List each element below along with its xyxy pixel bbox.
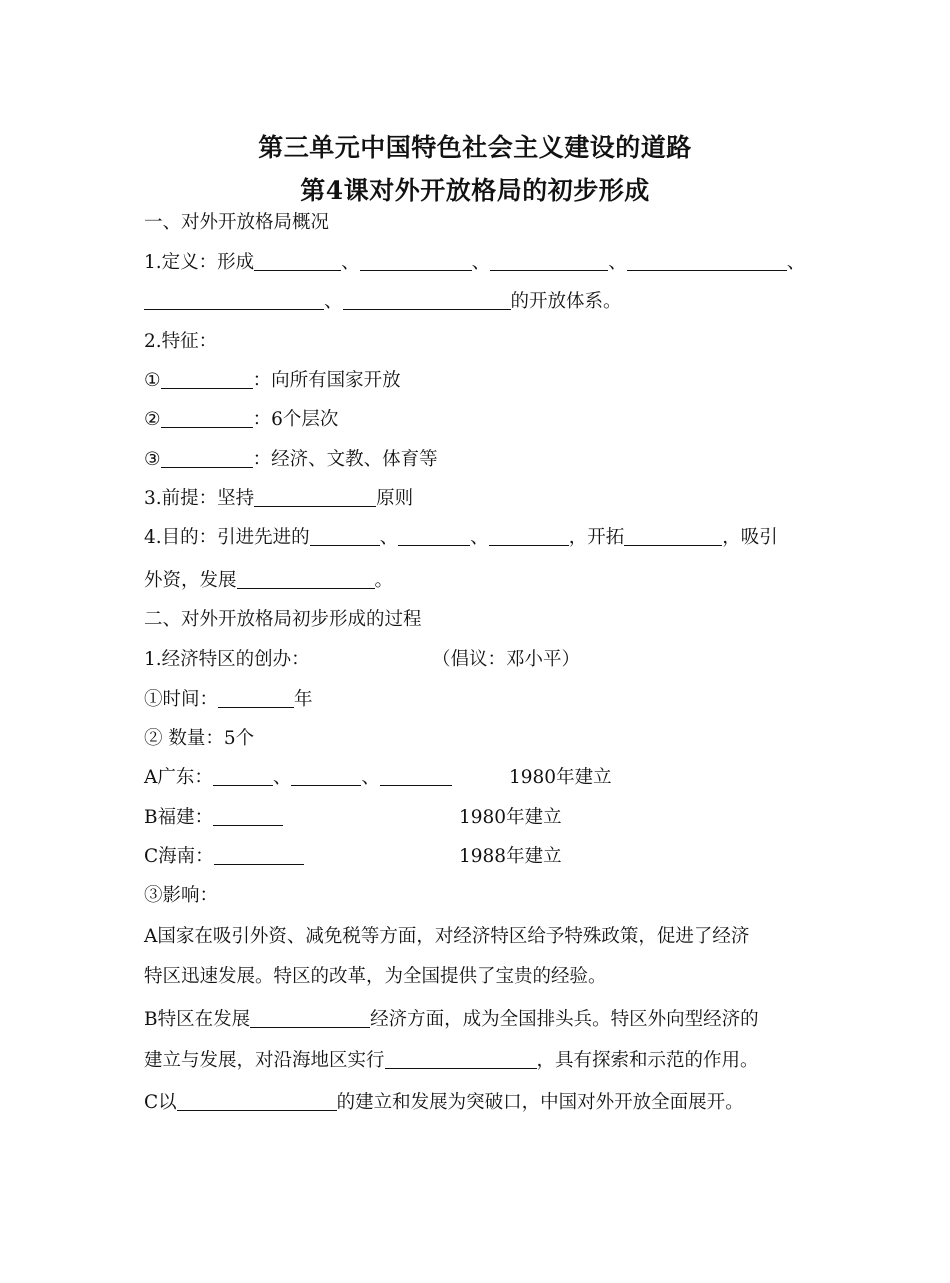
definition-blank-1[interactable]	[254, 251, 341, 271]
unit-title: 第三单元中国特色社会主义建设的道路	[258, 133, 692, 162]
separator: 、	[608, 252, 627, 273]
fujian-blank[interactable]	[213, 806, 283, 826]
feature-1-blank[interactable]	[161, 369, 253, 389]
feature-1-text: ：向所有国家开放	[252, 370, 401, 391]
separator: 、	[786, 252, 806, 273]
feature-2	[144, 408, 338, 432]
separator: 、	[341, 252, 360, 273]
definition-blank-3[interactable]	[490, 251, 608, 271]
impact-c-line	[144, 1091, 744, 1115]
impact-b-line-1	[144, 1008, 759, 1032]
feature-3-text: ：经济、文教、体育等	[252, 449, 438, 470]
premise-end: 原则	[376, 488, 414, 509]
definition-blank-4[interactable]	[627, 251, 787, 271]
feature-2-blank[interactable]	[161, 408, 253, 428]
hainan-year: 1988年建立	[459, 846, 562, 867]
count-line: ② 数量：5个	[144, 728, 255, 749]
guangdong-blank-1[interactable]	[213, 766, 273, 786]
impact-label: ③影响：	[144, 885, 219, 906]
goal-blank-3[interactable]	[489, 526, 569, 546]
feature-3	[144, 448, 438, 472]
premise-blank[interactable]	[254, 487, 376, 507]
impact-a-line-2: 特区迅速发展。特区的改革，为全国提供了宝贵的经验。	[144, 966, 607, 987]
time-line	[144, 688, 313, 712]
section-1-heading: 一、对外开放格局概况	[144, 212, 330, 233]
impact-a-line-1: A国家在吸引外资、减免税等方面，对经济特区给予特殊政策，促进了经济	[144, 926, 750, 947]
impact-b-line-2-end: ，具有探索和示范的作用。	[536, 1050, 759, 1071]
hainan-blank[interactable]	[214, 845, 304, 865]
fujian-line	[144, 806, 283, 830]
definition-blank-5[interactable]	[144, 290, 324, 310]
impact-b-start: B特区在发展	[144, 1009, 251, 1030]
feature-2-text: ：6个层次	[252, 409, 339, 430]
time-blank[interactable]	[218, 688, 294, 708]
feature-1	[144, 369, 401, 393]
szs-label: 1.经济特区的创办：	[144, 649, 310, 670]
impact-b-line-2	[144, 1049, 759, 1073]
fujian-year: 1980年建立	[459, 807, 562, 828]
definition-end: 的开放体系。	[510, 291, 622, 312]
guangdong-blank-3[interactable]	[380, 766, 452, 786]
impact-b-blank-2[interactable]	[385, 1049, 537, 1069]
separator: 、	[324, 291, 343, 312]
impact-b-rest: 经济方面，成为全国排头兵。特区外向型经济的	[370, 1009, 759, 1030]
fujian-label: B福建：	[144, 807, 214, 828]
definition-label: 1.定义：形成	[144, 252, 255, 273]
impact-b-blank-1[interactable]	[250, 1008, 370, 1028]
goal-open: ，开拓	[568, 527, 625, 548]
feature-1-mark: ①	[144, 370, 161, 391]
goal-end: 。	[374, 570, 394, 591]
goal-develop: 外资，发展	[144, 570, 237, 591]
impact-c-end: 的建立和发展为突破口，中国对外开放全面展开。	[336, 1092, 744, 1113]
hainan-label: C海南：	[144, 846, 214, 867]
hainan-line	[144, 845, 304, 869]
advocate-note: （倡议：邓小平）	[432, 649, 581, 670]
separator: 、	[361, 767, 380, 788]
guangdong-line	[144, 766, 452, 790]
separator: 、	[379, 527, 399, 548]
features-label: 2.特征：	[144, 331, 218, 352]
separator: 、	[471, 252, 491, 273]
feature-3-mark: ③	[144, 449, 161, 470]
impact-c-blank[interactable]	[177, 1091, 337, 1111]
definition-line-1	[144, 251, 805, 275]
goal-label: 4.目的：引进先进的	[144, 527, 310, 548]
time-unit: 年	[294, 689, 313, 710]
impact-c-start: C以	[144, 1092, 177, 1113]
separator: 、	[272, 767, 292, 788]
goal-blank-1[interactable]	[310, 526, 380, 546]
guangdong-blank-2[interactable]	[291, 766, 361, 786]
premise-line	[144, 487, 413, 511]
separator: 、	[470, 527, 489, 548]
time-label: ①时间：	[144, 689, 219, 710]
definition-blank-2[interactable]	[360, 251, 472, 271]
section-2-heading: 二、对外开放格局初步形成的过程	[144, 609, 422, 630]
impact-b-line-2-start: 建立与发展，对沿海地区实行	[144, 1050, 385, 1071]
goal-blank-4[interactable]	[624, 526, 722, 546]
goal-attract: ，吸引	[722, 527, 778, 548]
feature-3-blank[interactable]	[161, 448, 253, 468]
goal-blank-5[interactable]	[237, 569, 375, 589]
goal-blank-2[interactable]	[398, 526, 470, 546]
guangdong-label: A广东：	[144, 767, 213, 788]
feature-2-mark: ②	[144, 409, 161, 430]
premise-label: 3.前提：坚持	[144, 488, 255, 509]
definition-line-2	[144, 290, 622, 314]
lesson-title: 第4课对外开放格局的初步形成	[300, 176, 650, 205]
definition-blank-6[interactable]	[343, 290, 511, 310]
goal-line-2	[144, 569, 393, 593]
goal-line-1	[144, 526, 778, 550]
guangdong-year: 1980年建立	[509, 767, 612, 788]
